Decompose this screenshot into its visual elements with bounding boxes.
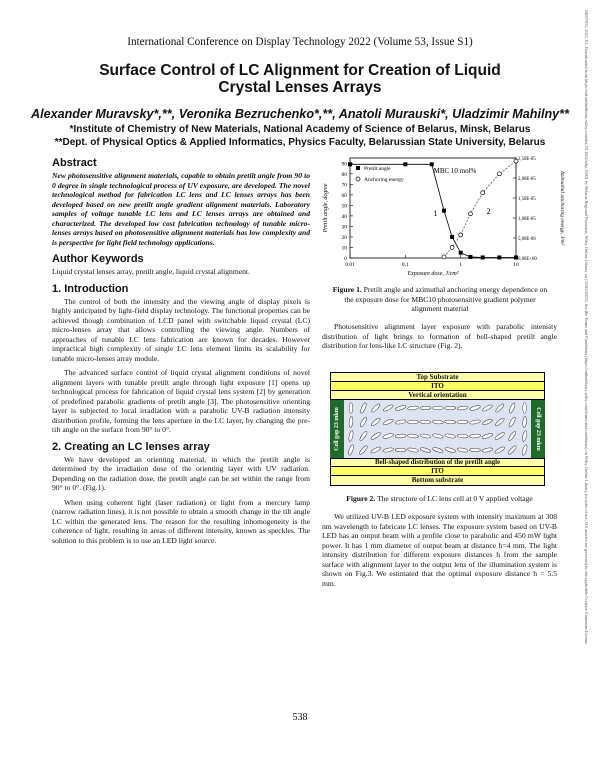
x-tick-label: 0.1 (401, 262, 409, 268)
legend-anchoring-marker (356, 177, 360, 181)
lc-molecule (469, 448, 480, 452)
authors: Alexander Muravsky*,**, Veronika Bezruchenko*,**, Anatoli Murauski*, Uladzimir Mahilny** (31, 107, 569, 121)
y2-tick-label: 0,00E+00 (518, 257, 537, 262)
legend-pretilt-marker (356, 166, 360, 170)
y-tick-label: 90 (341, 161, 347, 168)
figure-2-caption (322, 494, 557, 504)
pretilt-point (514, 255, 518, 259)
pretilt-point (403, 162, 407, 166)
x-tick-label: 1 (459, 262, 463, 268)
anchoring-point (459, 233, 463, 237)
right-paragraph-1 (322, 322, 557, 351)
section2-paragraph-2: When using coherent light (laser radiation) or light from a mercury lamp (narrow radiation lines), it is not possible to obtain a smooth change in the tilt angle LC within the generated lens. The reason for the resulting inhomogeneity is the coherence of light, resulting in areas of different intensity, known as speckles. The solution to this problem is to use an LED light source. (52, 497, 310, 545)
intro-paragraph-1: The control of both the intensity and the viewing angle of display pixels is highly anticipated by light-field display technology. The functional properties can be achieved though combination of LCD panel with switchable liquid crystal (LC) micro-lenses array that allows controlling the viewing angle. Numbers of approaches of tunable LC lens fabrication are known for decades. However impractical high complexity of single LC lens element limits its scalability for tunable micro-lenses array module. (52, 296, 310, 363)
x-axis-label: Exposure dose, J/cm² (407, 271, 459, 277)
top-substrate-label: Top Substrate (416, 373, 459, 381)
y2-tick-label: 1,00E-05 (518, 217, 536, 222)
pretilt-point (497, 255, 501, 259)
lc-molecule (420, 406, 431, 410)
y-tick-label: 70 (341, 182, 347, 189)
pretilt-point (450, 235, 454, 239)
y2-tick-label: 5,00E-06 (518, 237, 536, 242)
top-substrate-band (330, 372, 545, 382)
lc-molecule (445, 406, 456, 410)
cell-gap-right-label: Cell gap 23 mkm (535, 407, 541, 451)
ito-bottom-label: ITO (431, 467, 444, 475)
download-notice: 24097811, 2022, S1, Downloaded from https://sid.onlinelibrary.wiley.com/doi/10.1002/sdtp.15901 by Belarus Regional Provision, Wiley Online Library on [31/03/2023]. See the Terms and Conditions (https://onlinelibrary.wiley.com/terms-and-conditions) on Wiley Online Library for rules of use; OA articles are governed by the applicable Creative Commons License (584, 10, 589, 645)
y-tick-label: 40 (341, 213, 347, 220)
pretilt-point (468, 255, 472, 259)
y2-tick-label: 1,50E-05 (518, 197, 536, 202)
affiliation-1: *Institute of Chemistry of New Materials, National Academy of Science of Belarus, Minsk, Belarus (69, 124, 531, 135)
y-tick-label: 30 (341, 224, 347, 231)
y2-axis-label: Azimuthal anchoring energy, J/m² (559, 170, 565, 246)
y-tick-label: 50 (341, 203, 347, 210)
keywords-text: Liquid crystal lenses array, pretilt angle, liquid crystal alignment. (52, 267, 250, 276)
lc-molecule (457, 420, 468, 424)
legend-pretilt-label: Pretilt angle (364, 166, 391, 172)
cell-gap-right (531, 400, 545, 458)
anchoring-point (442, 255, 446, 259)
lc-molecule (407, 420, 418, 424)
pretilt-point (481, 255, 485, 259)
figure-1-label: Figure 1. (332, 285, 362, 294)
lc-molecule (349, 403, 353, 414)
ito-top-band (330, 382, 545, 391)
abstract-text: New photosensitive alignment materials, capable to obtain pretilt angle from 90 to 0 degree in single technological process of UV exposure, are developed. The novel technological method for fabrication LC lens and LC lenses arrays has been developed based on new pretilt angle gradient alignment materials. Laboratory samples of voltage tunable LC lens and LC lenses arrays are obtained and characterized. The developed low cost fabrication technology of tunable micro-lenses arrays based on photosensitive alignment materials has low complexity and is perspective for light field technology applications. (52, 171, 310, 247)
y-tick-label: 0 (344, 256, 347, 262)
pretilt-point (459, 251, 463, 255)
figure-2-diagram (330, 372, 545, 490)
figure-1-caption (330, 285, 550, 314)
y2-tick-label: 2,00E-05 (518, 177, 536, 182)
abstract-heading: Abstract (52, 157, 97, 169)
cell-gap-left-label: Cell gap 23 mkm (334, 407, 340, 451)
y-tick-label: 10 (341, 245, 347, 252)
section2-heading: 2. Creating an LC lenses array (52, 440, 210, 453)
pretilt-point (442, 209, 446, 213)
y-tick-label: 20 (341, 234, 347, 241)
anchoring-point (514, 159, 518, 163)
y2-tick-label: 2,50E-05 (518, 157, 536, 162)
annotation-1: 1 (433, 208, 438, 218)
right-text-1: Photosensitive alignment layer exposure with parabolic intensity distribution of light brings to formation of bell-shaped pretilt angle distribution for lens-like LC structure (Fig. 2). (322, 322, 557, 350)
lc-molecule (523, 403, 527, 414)
lc-molecule (432, 406, 443, 410)
anchoring-point (450, 245, 454, 249)
anchoring-point (481, 191, 485, 195)
ito-top-label: ITO (431, 382, 444, 390)
left-column (52, 157, 310, 545)
ito-bottom-band (330, 467, 545, 476)
bell-shaped-label: Bell-shaped distribution of the pretilt angle (374, 459, 501, 466)
bottom-substrate-band (330, 476, 545, 486)
running-header: International Conference on Display Technology 2022 (Volume 53, Issue S1) (127, 36, 473, 48)
intro-paragraph-2: The advanced surface control of liquid crystal alignment conditions of novel alignment layers with tunable pretilt angle through light exposure [1] opens up technological process for fabrication of liquid crystal lens system [2] by generation of predefined parabolic gradients of pretilt angle [3]. The photosensitive orienting layer is subjected to local irradiation with a parabolic UV-B radiation intensity distribution profile, forming the lens aperture in the LC layer, by changing the pre-tilt angle on the surface from 90° to 0°. (52, 368, 310, 434)
x-tick-label: 10 (513, 262, 519, 268)
vertical-orientation-band (330, 391, 545, 400)
anchoring-point (468, 212, 472, 216)
y-tick-label: 80 (341, 171, 347, 178)
vertical-orientation-label: Vertical orientation (408, 391, 467, 399)
y-tick-label: 60 (341, 192, 347, 199)
chart-title: MBC 10 mol% (433, 167, 477, 175)
figure-1-chart (318, 152, 568, 282)
lc-molecule (395, 448, 406, 452)
y-axis-label: Pretilt angle, degree (323, 183, 329, 233)
annotation-2: 2 (486, 206, 491, 216)
keywords-heading: Author Keywords (52, 253, 144, 265)
bottom-substrate-label: Bottom substrate (411, 476, 464, 484)
anchoring-point (497, 172, 501, 176)
paper-title: Surface Control of LC Alignment for Creation of Liquid Crystal Lenses Arrays (99, 62, 501, 96)
x-tick-label: 0.01 (345, 262, 355, 268)
affiliation-2: **Dept. of Physical Optics & Applied Informatics, Physics Faculty, Belarussian State University, Belarus (54, 136, 546, 148)
legend-anchoring-label: Anchoring energy (364, 177, 404, 183)
section2-paragraph-1: We have developed an orienting material, in which the pretilt angle is determined by the irradiation dose of the orienting layer with UV radiation. Depending on the radiation dose, the pretilt angle can be set within the range from 90° to 0°. (Fig.1). (52, 454, 310, 492)
figure-2-caption-text: The structure of LC lens cell at 0 V applied voltage (375, 494, 533, 503)
figure-2-label: Figure 2. (346, 494, 376, 503)
right-text-2: We utilized UV-B LED exposure system with intensity maximum at 308 nm wavelength to fabricate LC lenses. The exposure system based on UV-B LED has an output beam with a profile close to parabolic and 450 mW light power. It has 1 mm diameter of output beam at distance h=4 mm. The light intensity distribution for different exposure distances h from the sample surface with alignment layer to the output lens of the illumination system is shown on Fig.3. We estimated that the optimal exposure distance h = 5.5 mm. (322, 512, 557, 588)
affiliations (30, 124, 570, 149)
introduction-heading: 1. Introduction (52, 282, 129, 295)
page-number: 538 (292, 712, 308, 723)
cell-gap-left (330, 400, 344, 458)
pretilt-point (348, 162, 352, 166)
bell-shaped-band (330, 458, 545, 467)
pretilt-point (430, 162, 434, 166)
lc-molecules (344, 400, 531, 458)
figure-1-caption-text: Pretilt angle and azimuthal anchoring energy dependence on the exposure dose for MBC10 photosensitive gradient polymer alignment material (344, 285, 548, 313)
right-paragraph-2 (322, 512, 557, 588)
